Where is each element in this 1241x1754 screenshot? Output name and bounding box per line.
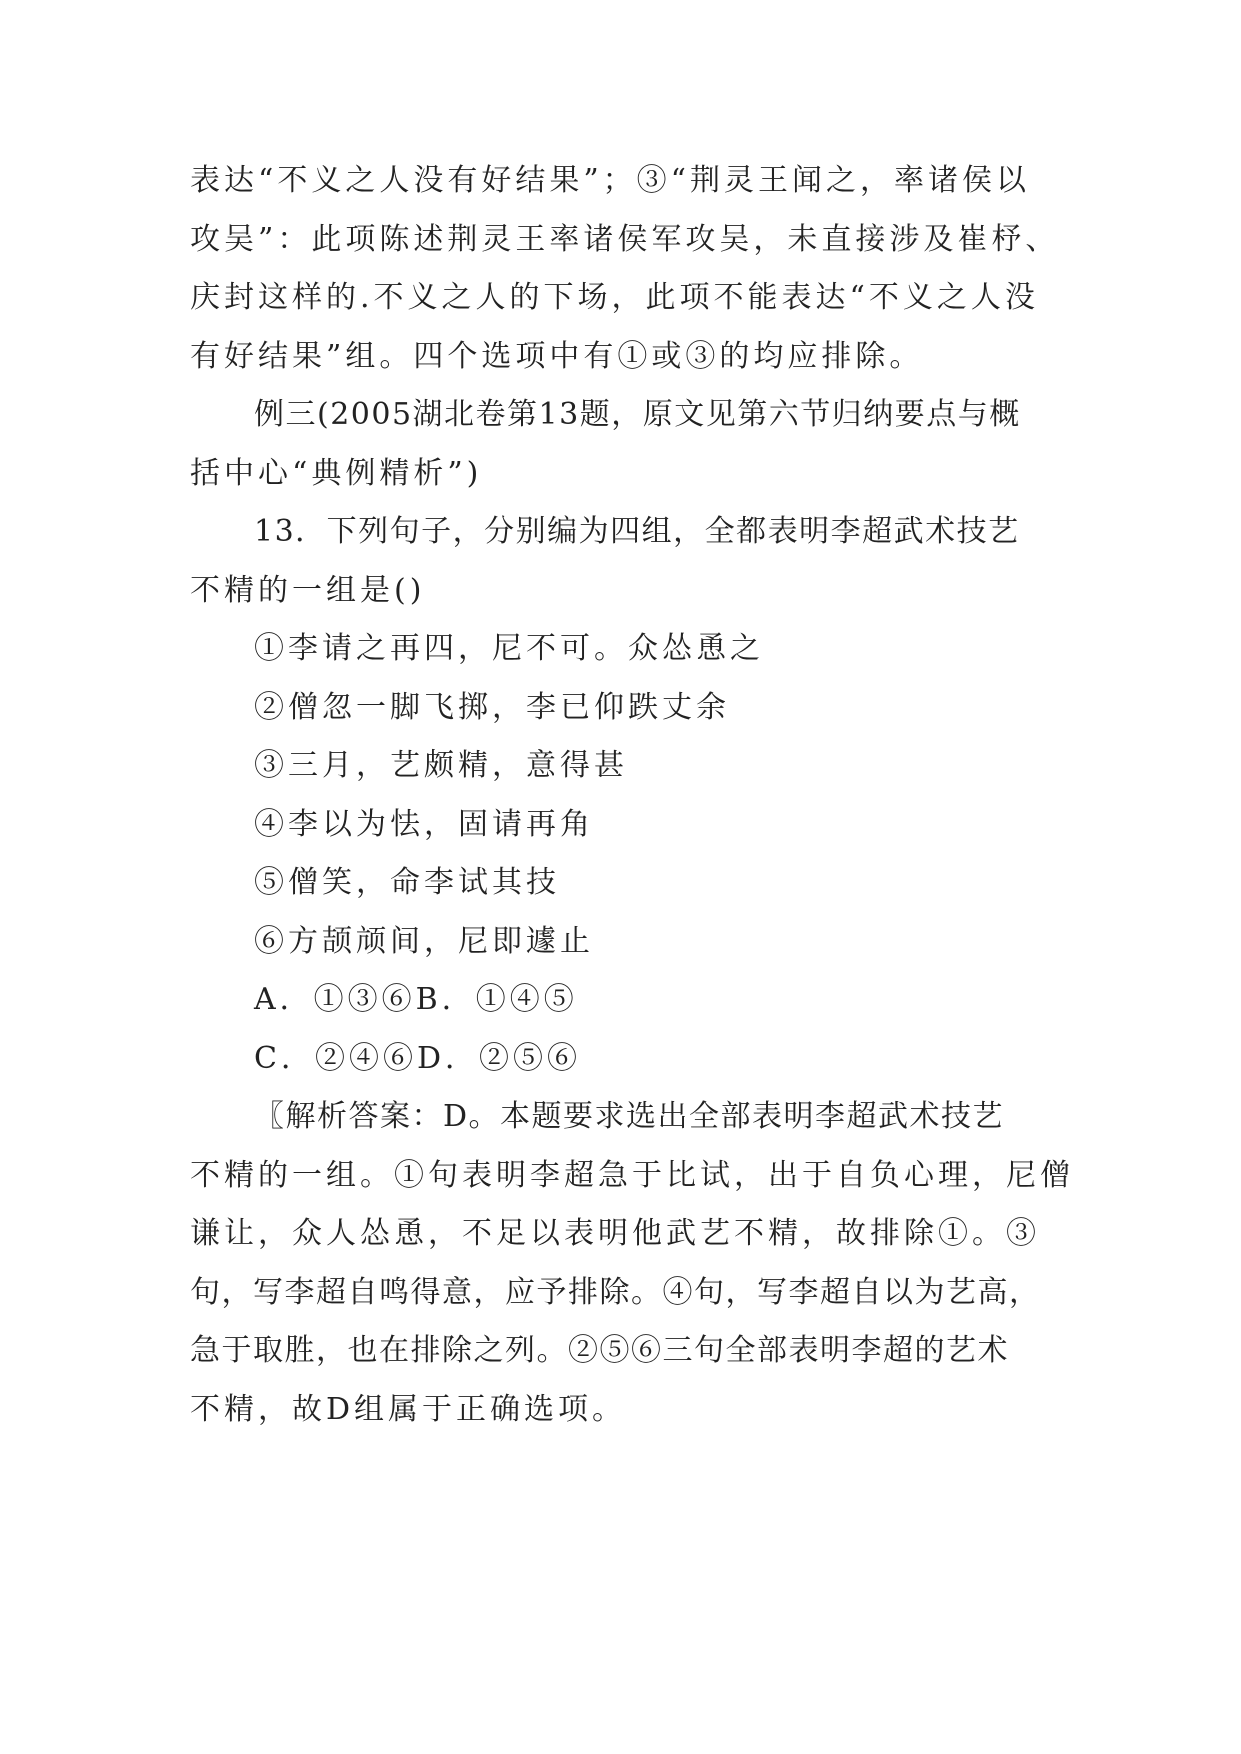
text-line: 谦让，众人怂恿，不足以表明他武艺不精，故排除①。③ xyxy=(190,1216,1040,1251)
question-stem: 13．下列句子，分别编为四组，全都表明李超武术技艺 xyxy=(254,514,1020,549)
text-line: 有好结果”组。四个选项中有①或③的均应排除。 xyxy=(190,338,924,374)
text-line: 括中心“典例精析”) xyxy=(190,455,483,491)
text-line: 庆封这样的.不义之人的下场，此项不能表达“不义之人没 xyxy=(190,280,1039,315)
sentence-item: ②僧忽一脚飞掷，李已仰跌丈余 xyxy=(254,689,730,725)
text-line: 表达“不义之人没有好结果”；③“荆灵王闻之，率诸侯以 xyxy=(190,163,1031,198)
text-line: 不精的一组是() xyxy=(190,572,426,608)
analysis-heading: 〖解析答案：D。本题要求选出全部表明李超武术技艺 xyxy=(254,1099,1005,1134)
text-line: 不精，故D组属于正确选项。 xyxy=(190,1391,627,1427)
sentence-item: ①李请之再四，尼不可。众怂恿之 xyxy=(254,631,764,666)
text-line: 不精的一组。①句表明李超急于比试，出于自负心理，尼僧 xyxy=(190,1157,1074,1193)
sentence-item: ⑥方颉颃间，尼即遽止 xyxy=(254,923,594,959)
text-line: 攻吴”：此项陈述荆灵王率诸侯军攻吴，未直接涉及崔杼、 xyxy=(190,221,1060,257)
sentence-item: ③三月，艺颇精，意得甚 xyxy=(254,748,628,783)
sentence-item: ④李以为怯，固请再角 xyxy=(254,806,594,842)
text-line: 急于取胜，也在排除之列。②⑤⑥三句全部表明李超的艺术 xyxy=(190,1333,1009,1368)
sentence-item: ⑤僧笑，命李试其技 xyxy=(254,865,560,900)
text-line: 句，写李超自鸣得意，应予排除。④句，写李超自以为艺高， xyxy=(190,1274,1041,1310)
answer-options: A．①③⑥B．①④⑤ xyxy=(254,982,578,1017)
example-heading: 例三(2005湖北卷第13题，原文见第六节归纳要点与概 xyxy=(254,397,1021,432)
answer-options: C．②④⑥D．②⑤⑥ xyxy=(254,1040,582,1076)
document-page xyxy=(190,152,1074,1439)
